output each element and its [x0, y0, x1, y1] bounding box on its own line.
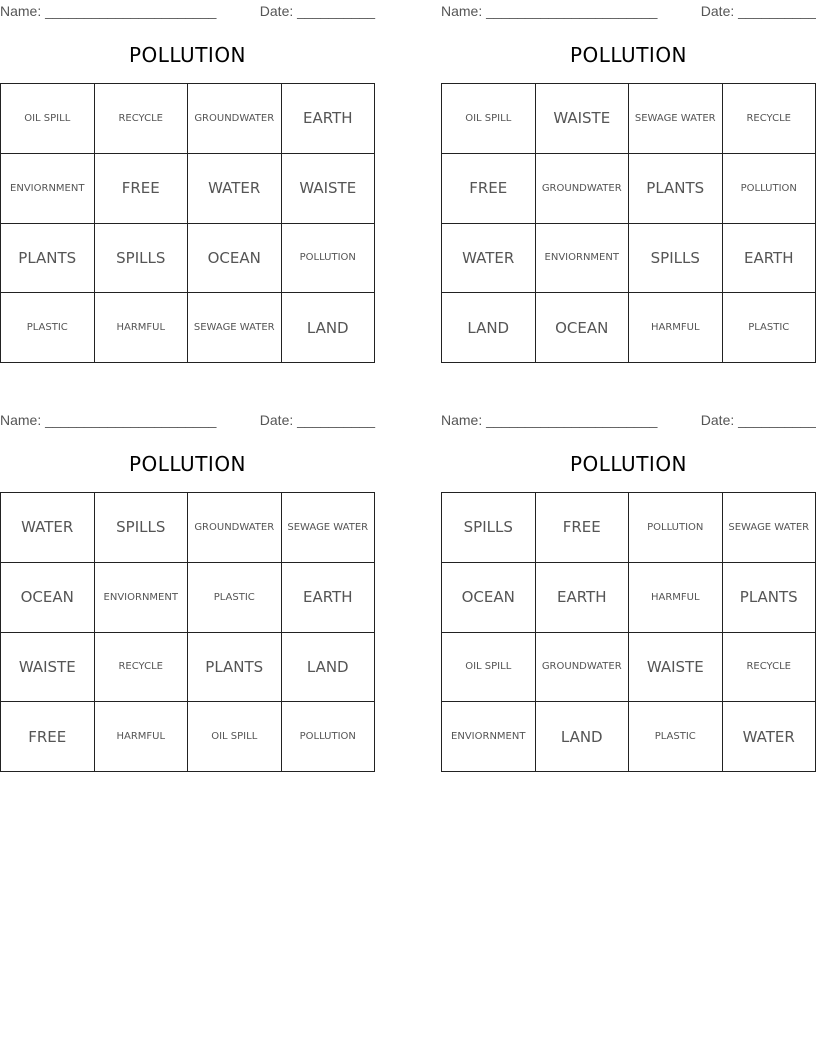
date-field: Date: __________ [700, 412, 816, 428]
bingo-cell: EARTH [282, 563, 376, 633]
bingo-cell: WATER [1, 493, 95, 563]
bingo-cell: EARTH [536, 563, 630, 633]
bingo-cell: WAISTE [1, 633, 95, 703]
card-title: POLLUTION [569, 43, 688, 67]
name-field: Name: ______________________ [0, 412, 217, 428]
bingo-cell: SEWAGE WATER [629, 84, 723, 154]
bingo-cell: RECYCLE [95, 633, 189, 703]
date-field: Date: __________ [259, 412, 375, 428]
bingo-cell: ENVIORNMENT [442, 702, 536, 772]
bingo-grid [441, 492, 816, 772]
bingo-cell: PLANTS [629, 154, 723, 224]
bingo-grid [0, 492, 375, 772]
bingo-cell: EARTH [723, 224, 816, 294]
date-field: Date: __________ [700, 3, 816, 19]
card-title: POLLUTION [128, 43, 247, 67]
bingo-cell: OIL SPILL [442, 84, 536, 154]
bingo-cell: SPILLS [95, 224, 189, 294]
bingo-cell: WAISTE [282, 154, 376, 224]
bingo-cell: LAND [536, 702, 630, 772]
card-title: POLLUTION [569, 452, 688, 476]
bingo-cell: GROUNDWATER [536, 154, 630, 224]
bingo-cell: OCEAN [442, 563, 536, 633]
bingo-cell: POLLUTION [629, 493, 723, 563]
bingo-cell: FREE [1, 702, 95, 772]
card-header [0, 409, 375, 429]
name-field: Name: ______________________ [441, 412, 658, 428]
bingo-cell: RECYCLE [723, 84, 816, 154]
bingo-cell: RECYCLE [95, 84, 189, 154]
card-title: POLLUTION [128, 452, 247, 476]
bingo-cell: ENVIORNMENT [536, 224, 630, 294]
bingo-cell: GROUNDWATER [188, 84, 282, 154]
bingo-card-4 [441, 409, 816, 746]
bingo-cell: HARMFUL [95, 293, 189, 363]
bingo-card-2 [441, 0, 816, 337]
bingo-cell: PLANTS [188, 633, 282, 703]
bingo-cell: WATER [188, 154, 282, 224]
bingo-cell: SEWAGE WATER [723, 493, 816, 563]
bingo-cell: POLLUTION [282, 224, 376, 294]
bingo-cell: SPILLS [629, 224, 723, 294]
bingo-cell: WAISTE [536, 84, 630, 154]
bingo-cell: PLANTS [1, 224, 95, 294]
bingo-cell: POLLUTION [723, 154, 816, 224]
bingo-cell: LAND [282, 633, 376, 703]
bingo-cell: EARTH [282, 84, 376, 154]
bingo-cell: ENVIORNMENT [1, 154, 95, 224]
bingo-cell: GROUNDWATER [536, 633, 630, 703]
bingo-cell: PLANTS [723, 563, 816, 633]
bingo-cell: PLASTIC [629, 702, 723, 772]
bingo-cell: HARMFUL [95, 702, 189, 772]
bingo-grid [0, 83, 375, 363]
name-field: Name: ______________________ [441, 3, 658, 19]
bingo-cell: OIL SPILL [442, 633, 536, 703]
bingo-cell: OCEAN [1, 563, 95, 633]
bingo-cell: FREE [536, 493, 630, 563]
bingo-cell: OIL SPILL [188, 702, 282, 772]
card-header [0, 0, 375, 20]
bingo-cell: LAND [282, 293, 376, 363]
bingo-cell: HARMFUL [629, 293, 723, 363]
bingo-cell: POLLUTION [282, 702, 376, 772]
bingo-cell: ENVIORNMENT [95, 563, 189, 633]
bingo-cell: OIL SPILL [1, 84, 95, 154]
bingo-cell: LAND [442, 293, 536, 363]
bingo-cell: SEWAGE WATER [282, 493, 376, 563]
bingo-grid [441, 83, 816, 363]
bingo-cell: SPILLS [95, 493, 189, 563]
name-field: Name: ______________________ [0, 3, 217, 19]
bingo-cell: PLASTIC [1, 293, 95, 363]
bingo-cell: WATER [723, 702, 816, 772]
bingo-cell: FREE [95, 154, 189, 224]
bingo-cell: OCEAN [536, 293, 630, 363]
bingo-card-1 [0, 0, 375, 337]
bingo-cell: HARMFUL [629, 563, 723, 633]
card-header [441, 0, 816, 20]
bingo-cell: OCEAN [188, 224, 282, 294]
bingo-cell: PLASTIC [723, 293, 816, 363]
bingo-cell: GROUNDWATER [188, 493, 282, 563]
bingo-cell: FREE [442, 154, 536, 224]
bingo-cell: RECYCLE [723, 633, 816, 703]
bingo-cell: SPILLS [442, 493, 536, 563]
bingo-cell: WATER [442, 224, 536, 294]
card-header [441, 409, 816, 429]
bingo-cell: WAISTE [629, 633, 723, 703]
bingo-card-3 [0, 409, 375, 746]
date-field: Date: __________ [259, 3, 375, 19]
bingo-cell: SEWAGE WATER [188, 293, 282, 363]
bingo-cell: PLASTIC [188, 563, 282, 633]
